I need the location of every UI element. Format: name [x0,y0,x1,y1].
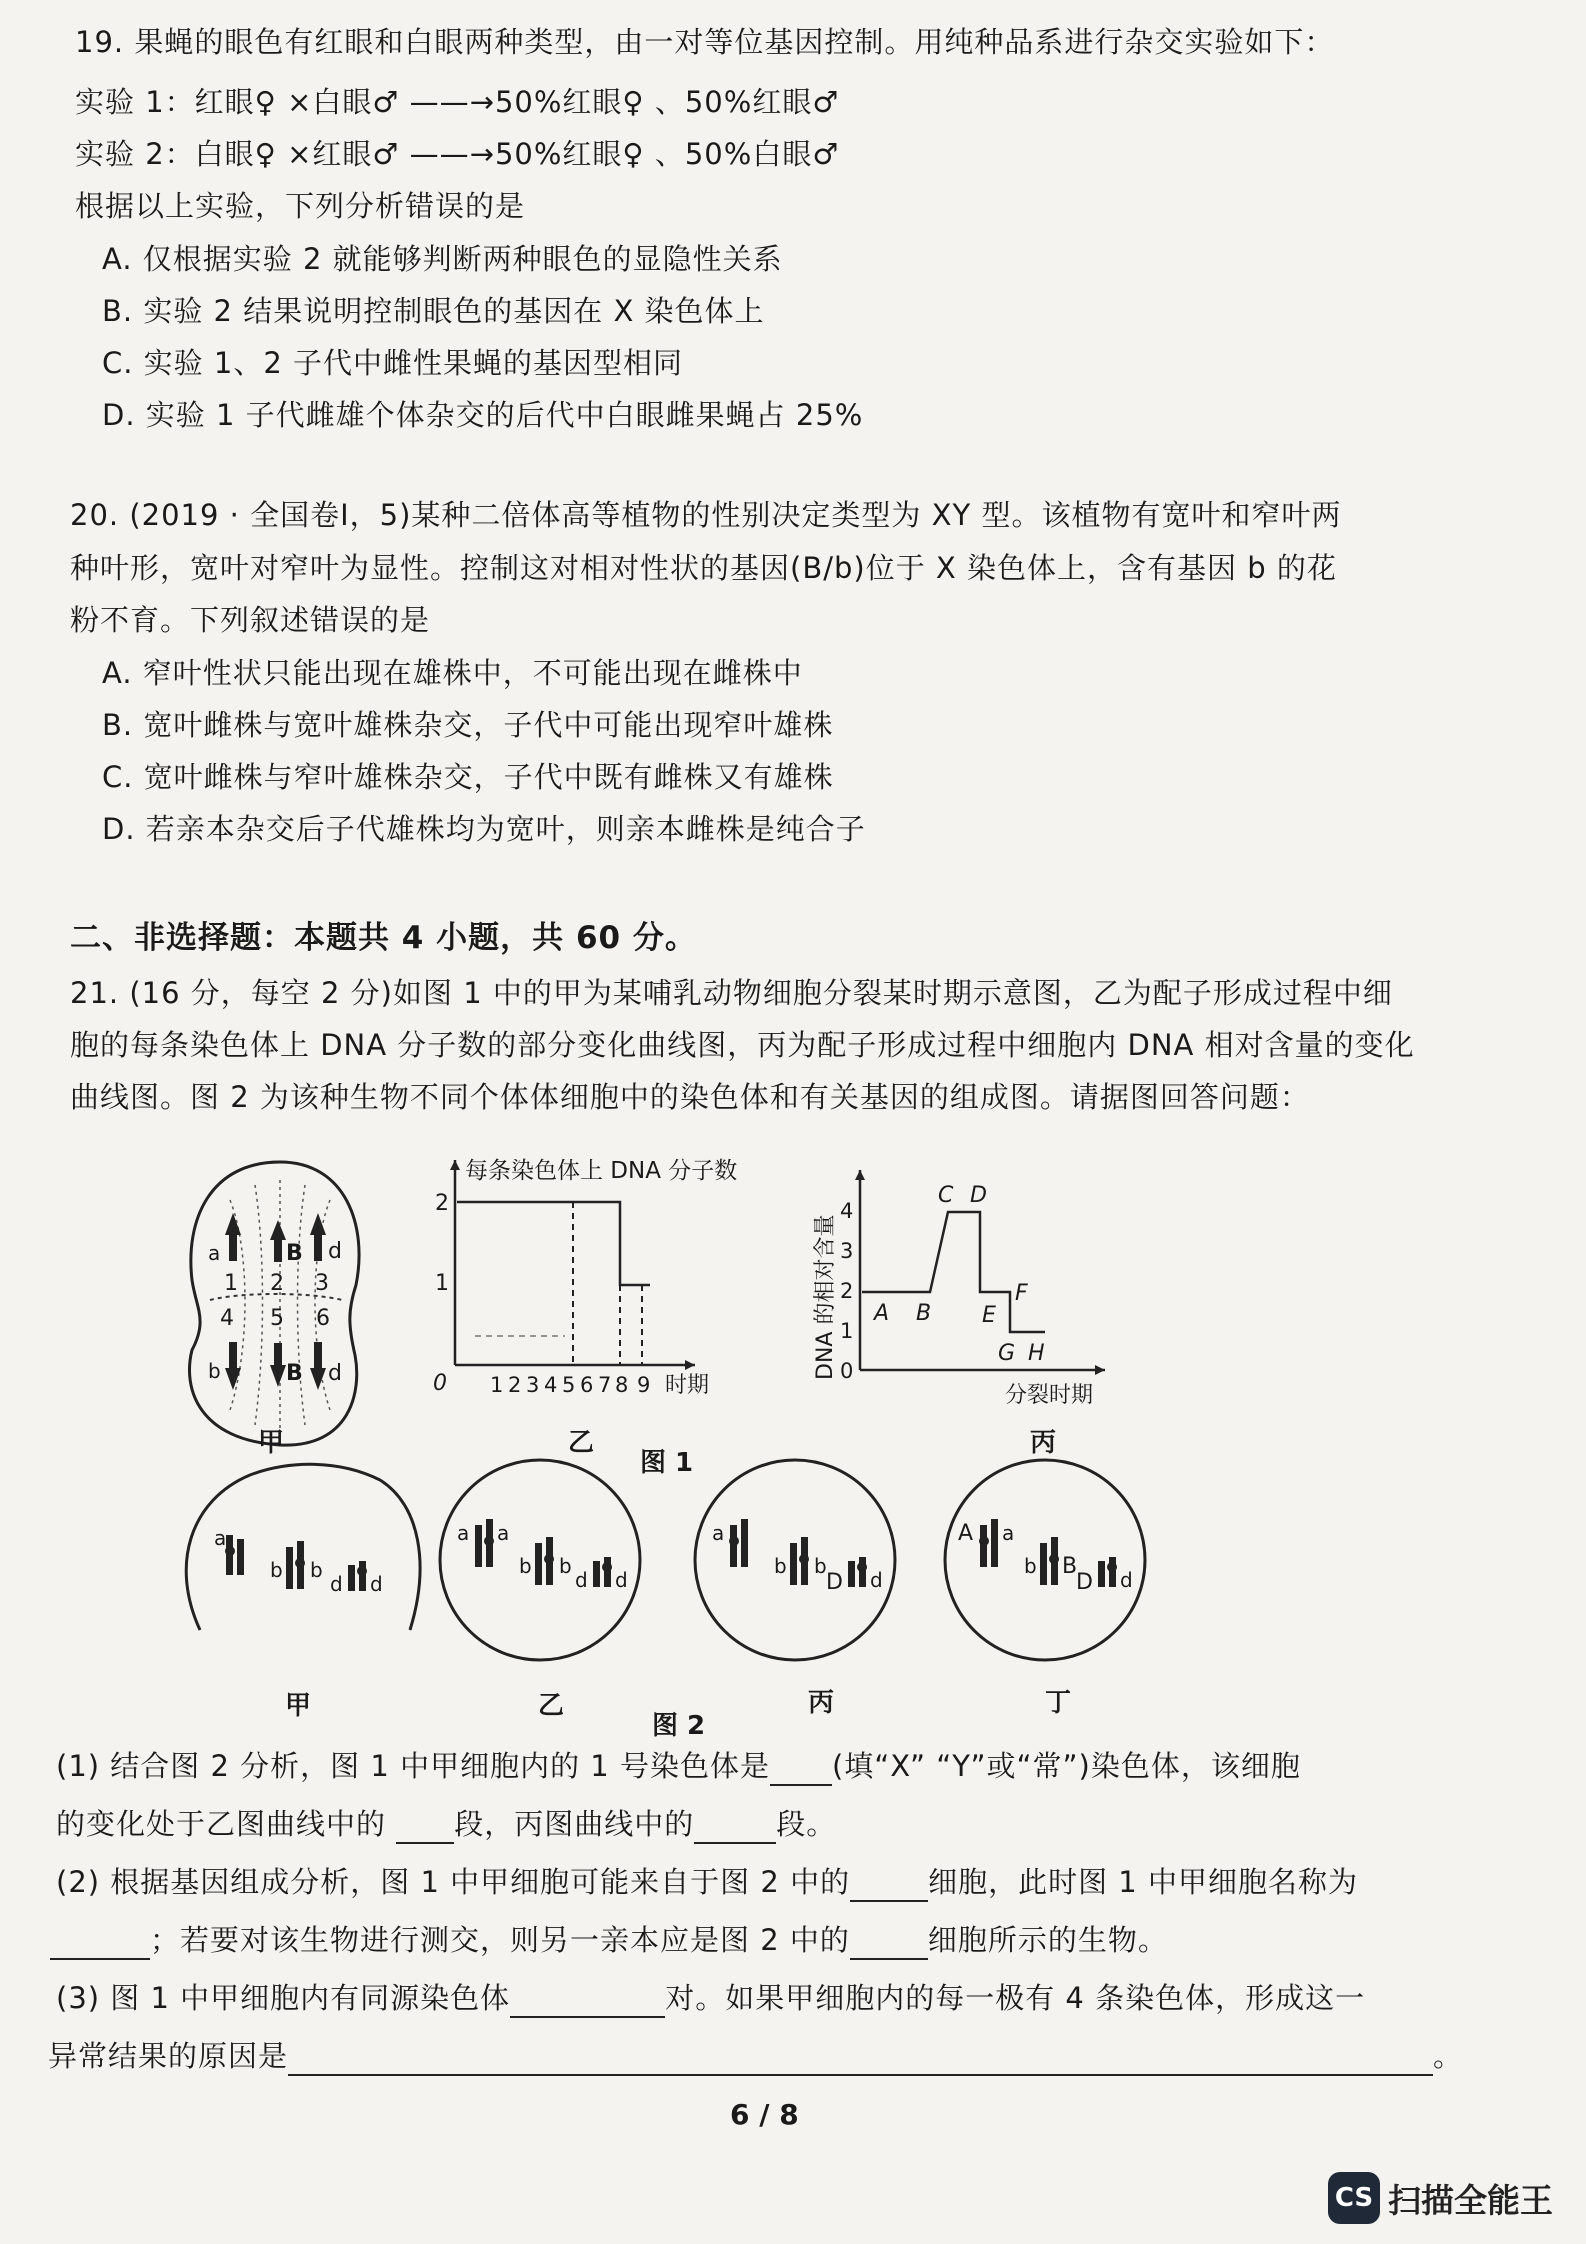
fig2-gene: b [559,1554,572,1578]
q20-option-a: A. 窄叶性状只能出现在雄株中，不可能出现在雌株中 [102,656,803,690]
answer-blank[interactable] [694,1812,776,1844]
q20-option-b: B. 宽叶雌株与宽叶雄株杂交，子代中可能出现窄叶雄株 [102,708,834,742]
yi-origin: 0 [433,1371,447,1396]
fig2-gene: D [1076,1570,1093,1595]
fig2-gene: D [826,1570,843,1595]
q21-line3: 曲线图。图 2 为该种生物不同个体体细胞中的染色体和有关基因的组成图。请据图回答问题： [70,1080,1310,1114]
q19-exp1: 实验 1：红眼♀ ×白眼♂ ——→50%红眼♀ 、50%红眼♂ [75,85,840,119]
yi-xtick-8: 8 [615,1373,629,1397]
fig1-label-jia: 甲 [258,1428,285,1458]
yi-ylabel: 每条染色体上 DNA 分子数 [465,1158,738,1184]
fig2-gene: a [1002,1521,1015,1545]
yi-xtick-1: 1 [490,1373,504,1397]
jia-gene-5: B [286,1361,303,1386]
bing-ytick-4: 4 [840,1199,854,1223]
chart-bing [813,1170,1105,1408]
cell-diagram-jia [189,1162,359,1445]
answer-blank[interactable] [288,2044,1433,2076]
bing-point-g: G [998,1341,1016,1366]
fig2-cell-ding [945,1460,1145,1660]
jia-num-1: 1 [224,1271,238,1296]
fig2-gene: a [457,1521,470,1545]
fig1-caption: 图 1 [640,1448,694,1478]
fig2-gene: d [575,1568,588,1592]
q21-line2: 胞的每条染色体上 DNA 分子数的部分变化曲线图，丙为配子形成过程中细胞内 DNA 相对含量的变化 [70,1028,1415,1062]
fig2-gene: a [497,1521,510,1545]
page-number: 6 / 8 [730,2098,799,2131]
fig2-gene: b [270,1558,283,1582]
yi-xtick-5: 5 [562,1373,576,1397]
bing-point-e: E [982,1303,996,1328]
fig2-gene: b [519,1554,532,1578]
fig2-label-yi: 乙 [538,1691,565,1721]
answer-blank[interactable] [396,1812,454,1844]
fig2-gene: b [310,1558,323,1582]
camscanner-icon: CS [1328,2172,1380,2224]
bing-ylabel: DNA 的相对含量 [813,1214,838,1380]
fig2-gene: a [712,1521,725,1545]
bing-point-h: H [1028,1341,1045,1366]
yi-xlabel: 时期 [665,1373,710,1398]
watermark-text: 扫描全能王 [1388,2180,1553,2220]
q19-option-b: B. 实验 2 结果说明控制眼色的基因在 X 染色体上 [102,294,765,328]
yi-xtick-9: 9 [637,1373,651,1397]
q21-part3-line2: 异常结果的原因是 。 [48,2036,1463,2076]
q19-stem: 19. 果蝇的眼色有红眼和白眼两种类型，由一对等位基因控制。用纯种品系进行杂交实验如下： [75,25,1335,59]
q19-exp2: 实验 2：白眼♀ ×红眼♂ ——→50%红眼♀ 、50%白眼♂ [75,137,840,171]
section-heading: 二、非选择题：本题共 4 小题，共 60 分。 [70,920,697,956]
fig2-gene: d [330,1572,343,1596]
jia-gene-2: B [286,1241,303,1266]
jia-gene-3: d [328,1239,342,1264]
fig1-label-yi: 乙 [568,1428,595,1458]
fig2-label-bing: 丙 [808,1688,835,1718]
q21-part1-line2: 的变化处于乙图曲线中的 段，丙图曲线中的 段。 [56,1804,836,1844]
figure-2 [170,1455,1190,1685]
q21-line1: 21. (16 分，每空 2 分)如图 1 中的甲为某哺乳动物细胞分裂某时期示意图，乙为配子形成过程中细 [70,976,1393,1010]
jia-num-3: 3 [315,1271,329,1296]
fig2-gene: d [370,1572,383,1596]
jia-num-6: 6 [316,1306,330,1331]
q20-option-c: C. 宽叶雌株与窄叶雄株杂交，子代中既有雌株又有雄株 [102,760,834,794]
fig2-gene: A [958,1521,974,1546]
jia-gene-6: d [328,1361,342,1386]
fig2-label-jia: 甲 [285,1691,312,1721]
fig2-gene: b [774,1554,787,1578]
bing-ytick-2: 2 [840,1279,854,1303]
fig2-cell-bing [695,1460,895,1660]
fig1-label-bing: 丙 [1030,1428,1057,1458]
fig2-gene: d [870,1568,883,1592]
jia-num-5: 5 [270,1306,284,1331]
jia-gene-4: b [208,1359,221,1383]
yi-xtick-2: 2 [508,1373,522,1397]
jia-gene-1: a [208,1241,221,1265]
q19-option-d: D. 实验 1 子代雌雄个体杂交的后代中白眼雌果蝇占 25% [102,398,864,432]
fig2-gene: a [214,1526,227,1550]
bing-xlabel: 分裂时期 [1005,1383,1094,1408]
q19-ask: 根据以上实验，下列分析错误的是 [75,189,526,223]
bing-ytick-0: 0 [840,1359,854,1383]
figure-1 [170,1140,1190,1470]
answer-blank[interactable] [850,1870,928,1902]
bing-point-f: F [1015,1281,1028,1306]
q20-line1: 20. (2019 · 全国卷Ⅰ，5)某种二倍体高等植物的性别决定类型为 XY 型。该植物有宽叶和窄叶两 [70,498,1342,532]
q20-line2: 种叶形，宽叶对窄叶为显性。控制这对相对性状的基因(B/b)位于 X 染色体上，含有基因 b 的花 [70,551,1337,585]
yi-xtick-6: 6 [580,1373,594,1397]
yi-ytick-1: 1 [435,1271,449,1296]
yi-ytick-2: 2 [435,1191,449,1216]
bing-point-b: B [916,1301,932,1326]
fig2-cell-jia [186,1464,420,1630]
q21-part2-line1: (2) 根据基因组成分析，图 1 中甲细胞可能来自于图 2 中的 细胞，此时图 1 中甲细胞名称为 [56,1862,1358,1902]
yi-xtick-4: 4 [544,1373,558,1397]
fig2-gene: b [814,1554,827,1578]
fig2-label-ding: 丁 [1045,1688,1072,1718]
scanner-watermark [1328,2172,1553,2224]
chart-yi [433,1158,737,1398]
bing-point-a: A [874,1301,890,1326]
fig2-gene: d [615,1568,628,1592]
q20-option-d: D. 若亲本杂交后子代雄株均为宽叶，则亲本雌株是纯合子 [102,812,866,846]
bing-ytick-1: 1 [840,1319,854,1343]
answer-blank[interactable] [50,1928,150,1960]
fig2-gene: B [1062,1554,1078,1579]
q20-line3: 粉不育。下列叙述错误的是 [70,603,431,637]
answer-blank[interactable] [770,1754,832,1786]
answer-blank[interactable] [850,1928,928,1960]
bing-point-c: C [938,1183,954,1208]
jia-num-4: 4 [220,1306,234,1331]
q21-part3-line1: (3) 图 1 中甲细胞内有同源染色体 对。如果甲细胞内的每一极有 4 条染色体，形成这一 [56,1978,1365,2018]
q21-part2-line2: ；若要对该生物进行测交，则另一亲本应是图 2 中的 细胞所示的生物。 [50,1920,1168,1960]
q19-option-a: A. 仅根据实验 2 就能够判断两种眼色的显隐性关系 [102,242,783,276]
bing-point-d: D [970,1183,987,1208]
yi-xtick-7: 7 [598,1373,612,1397]
fig2-cell-yi [440,1460,640,1660]
yi-xtick-3: 3 [526,1373,540,1397]
q19-option-c: C. 实验 1、2 子代中雌性果蝇的基因型相同 [102,346,684,380]
q21-part1-line1: (1) 结合图 2 分析，图 1 中甲细胞内的 1 号染色体是 (填“X” “Y”或“常”)染色体，该细胞 [56,1746,1301,1786]
jia-num-2: 2 [270,1271,284,1296]
bing-ytick-3: 3 [840,1239,854,1263]
answer-blank[interactable] [510,1986,665,2018]
fig2-gene: d [1120,1568,1133,1592]
fig2-gene: b [1024,1554,1037,1578]
fig2-caption: 图 2 [652,1711,706,1741]
